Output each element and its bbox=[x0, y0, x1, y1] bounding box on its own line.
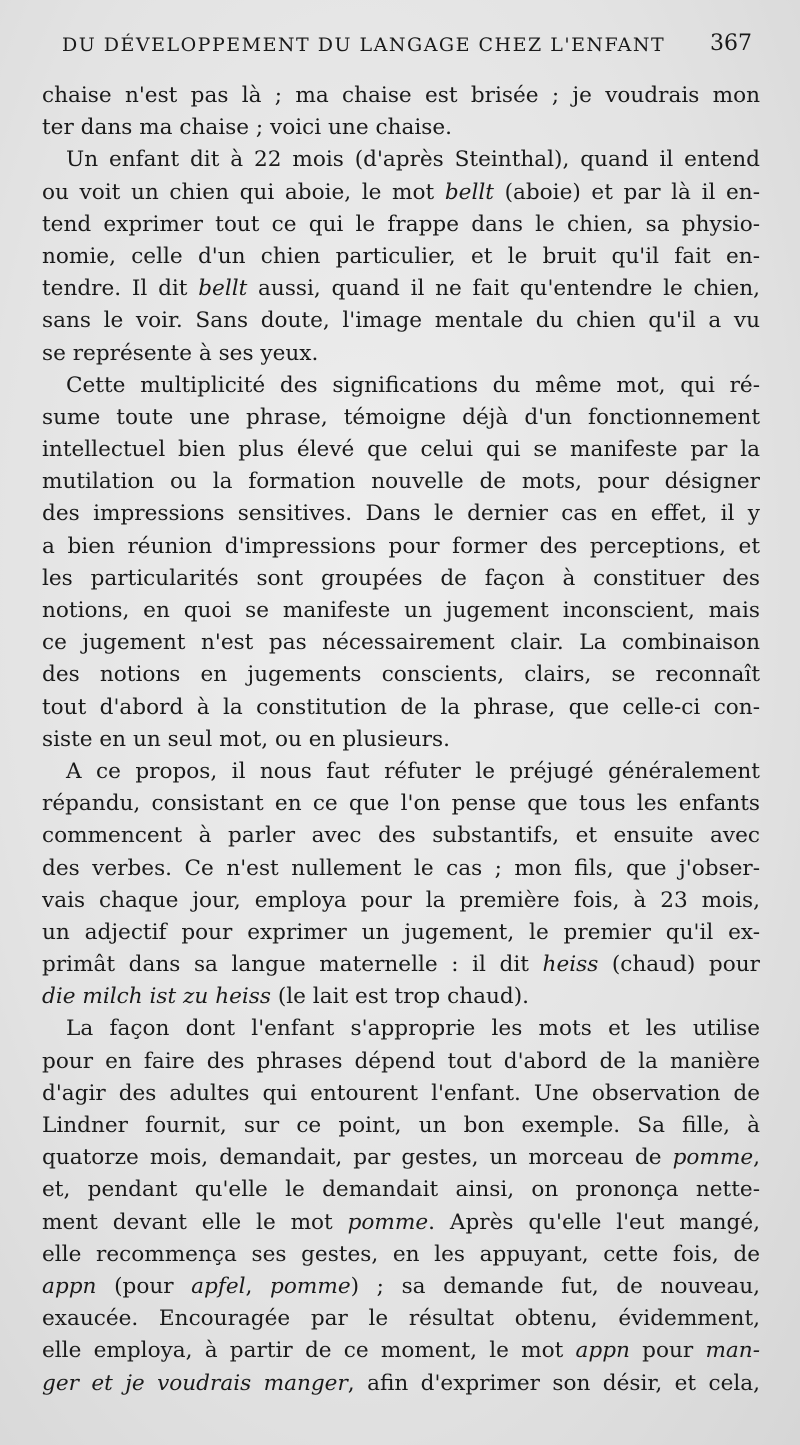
text-line: tend exprimer tout ce qui le frappe dans le chien, sa physio- bbox=[42, 211, 760, 237]
text-line: appn (pour apfel, pomme) ; sa demande fut, de nouveau, bbox=[42, 1273, 760, 1299]
text-line: ment devant elle le mot pomme. Après qu'elle l'eut mangé, bbox=[42, 1209, 760, 1235]
text-line: exaucée. Encouragée par le résultat obtenu, évidemment, bbox=[42, 1306, 760, 1332]
text-line: ce jugement n'est pas nécessairement clair. La combinaison bbox=[42, 630, 760, 656]
text-line: sans le voir. Sans doute, l'image mentale du chien qu'il a vu bbox=[42, 308, 760, 334]
text-line: die milch ist zu heiss (le lait est trop chaud). bbox=[42, 984, 530, 1010]
text-line: primât dans sa langue maternelle : il dit heiss (chaud) pour bbox=[42, 952, 760, 978]
text-line: notions, en quoi se manifeste un jugement inconscient, mais bbox=[42, 598, 760, 623]
text-line: se représente à ses yeux. bbox=[42, 340, 319, 366]
text-line: Cette multiplicité des significations du même mot, qui ré- bbox=[66, 372, 760, 398]
text-line: tendre. Il dit bellt aussi, quand il ne fait qu'entendre le chien, bbox=[42, 276, 760, 302]
text-line: Un enfant dit à 22 mois (d'après Steinthal), quand il entend bbox=[66, 147, 760, 173]
text-line: pour en faire des phrases dépend tout d'abord de la manière bbox=[42, 1048, 760, 1074]
text-line: ou voit un chien qui aboie, le mot bellt (aboie) et par là il en- bbox=[42, 179, 760, 205]
text-line: tout d'abord à la constitution de la phrase, que celle-ci con- bbox=[42, 694, 760, 720]
text-line: répandu, consistant en ce que l'on pense que tous les enfants bbox=[42, 791, 760, 817]
text-line: Lindner fournit, sur ce point, un bon exemple. Sa fille, à bbox=[42, 1113, 760, 1138]
running-title: DU DÉVELOPPEMENT DU LANGAGE CHEZ L'ENFANT bbox=[62, 34, 666, 56]
page-number: 367 bbox=[710, 31, 752, 56]
text-line: a bien réunion d'impressions pour former des perceptions, et bbox=[42, 533, 760, 559]
text-line: chaise n'est pas là ; ma chaise est brisée ; je voudrais mon bbox=[42, 83, 760, 108]
text-line: un adjectif pour exprimer un jugement, le premier qu'il ex- bbox=[42, 919, 760, 945]
text-line: sume toute une phrase, témoigne déjà d'un fonctionnement bbox=[42, 404, 760, 430]
text-line: elle employa, à partir de ce moment, le mot appn pour man- bbox=[42, 1338, 760, 1364]
text-line: elle recommença ses gestes, en les appuyant, cette fois, de bbox=[42, 1241, 760, 1267]
text-line: des notions en jugements conscients, clairs, se reconnaît bbox=[42, 662, 760, 688]
text-line: nomie, celle d'un chien particulier, et le bruit qu'il fait en- bbox=[42, 243, 760, 269]
text-line: A ce propos, il nous faut réfuter le préjugé généralement bbox=[66, 758, 760, 784]
text-line: commencent à parler avec des substantifs, et ensuite avec bbox=[42, 823, 760, 849]
text-line: mutilation ou la formation nouvelle de mots, pour désigner bbox=[42, 469, 760, 495]
text-line: d'agir des adultes qui entourent l'enfant. Une observation de bbox=[42, 1080, 760, 1106]
text-line: intellectuel bien plus élevé que celui qui se manifeste par la bbox=[42, 437, 760, 463]
text-line: des verbes. Ce n'est nullement le cas ; mon fils, que j'obser- bbox=[42, 855, 760, 881]
text-line: La façon dont l'enfant s'approprie les mots et les utilise bbox=[66, 1016, 760, 1042]
body-text bbox=[42, 80, 760, 1400]
running-header bbox=[62, 31, 752, 64]
text-line: siste en un seul mot, ou en plusieurs. bbox=[42, 726, 450, 752]
text-line: et, pendant qu'elle le demandait ainsi, on prononça nette- bbox=[42, 1177, 760, 1203]
text-line: des impressions sensitives. Dans le dernier cas en effet, il y bbox=[42, 501, 760, 527]
text-line: vais chaque jour, employa pour la première fois, à 23 mois, bbox=[42, 887, 760, 913]
text-line: les particularités sont groupées de façon à constituer des bbox=[42, 565, 760, 591]
text-line: ger et je voudrais manger, afin d'exprimer son désir, et cela, bbox=[42, 1370, 760, 1396]
text-line: quatorze mois, demandait, par gestes, un morceau de pomme, bbox=[42, 1145, 760, 1171]
text-line: ter dans ma chaise ; voici une chaise. bbox=[42, 115, 452, 141]
